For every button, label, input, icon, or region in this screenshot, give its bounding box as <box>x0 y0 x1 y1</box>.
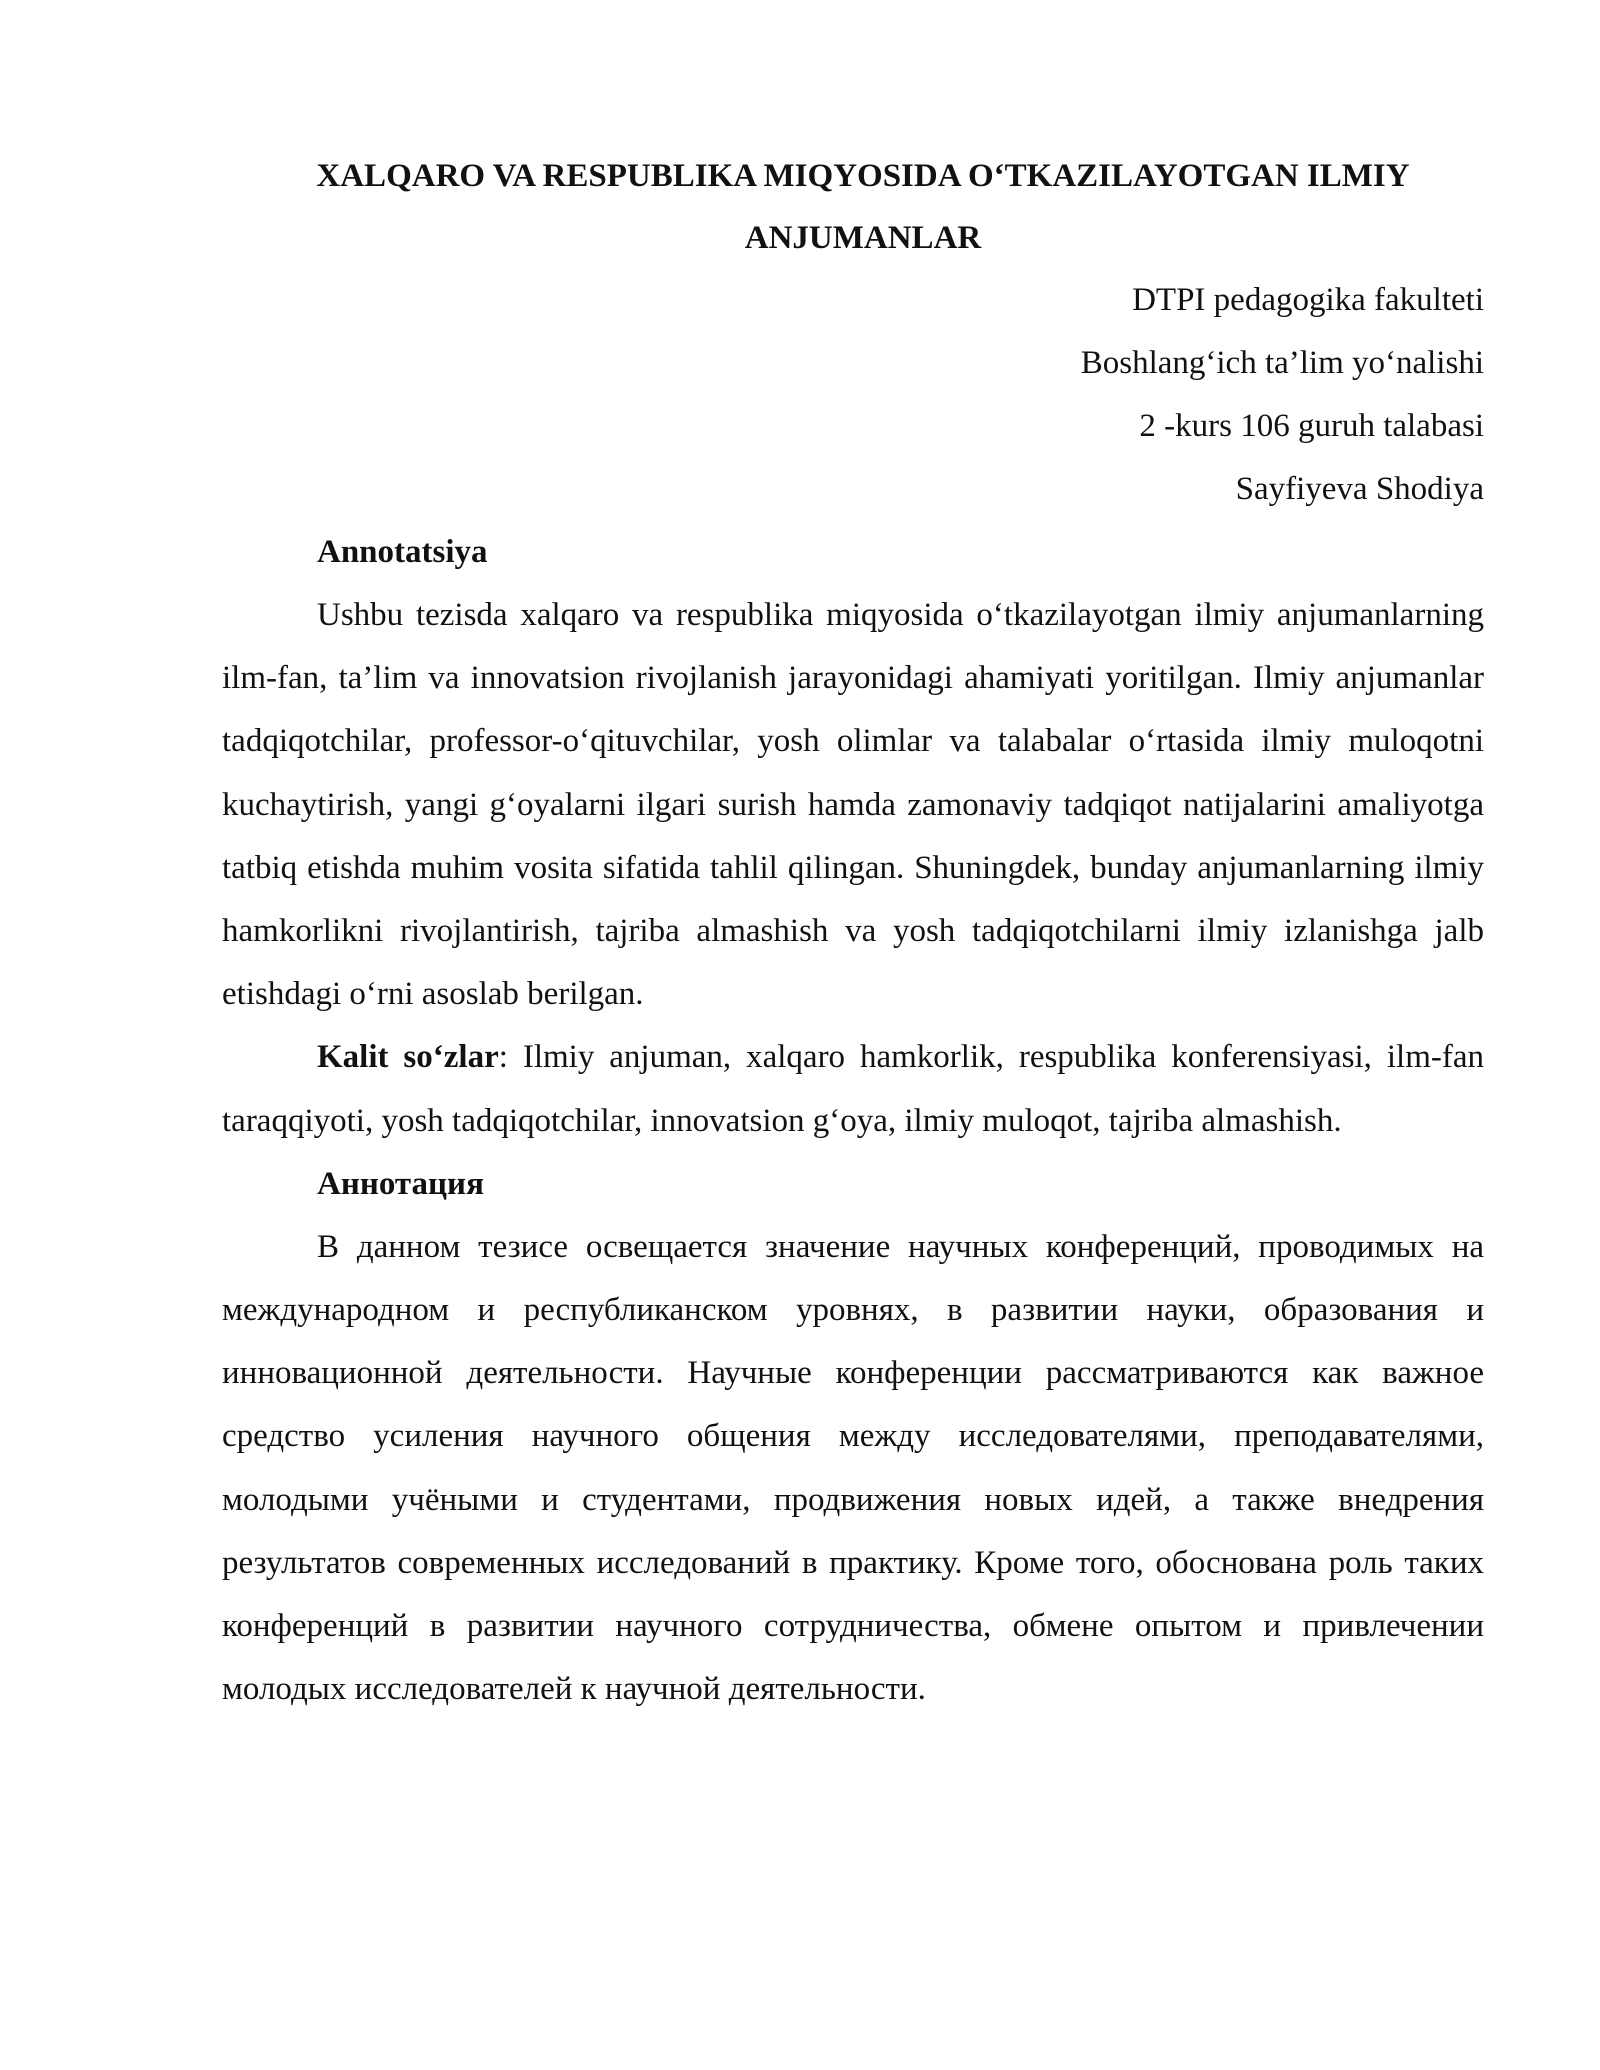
document-title <box>222 145 1484 269</box>
author-faculty: DTPI pedagogika fakulteti <box>1132 282 1484 318</box>
author-course-group: 2 -kurs 106 guruh talabasi <box>1139 408 1484 444</box>
author-info <box>222 269 1484 521</box>
title-line-1: XALQARO VA RESPUBLIKA MIQYOSIDA O‘TKAZILAYOTGAN ILMIY <box>316 158 1410 194</box>
author-name: Sayfiyeva Shodiya <box>1235 471 1484 507</box>
keywords-uz-text: : Ilmiy anjuman, xalqaro hamkorlik, respublika konferensiyasi, ilm-fan taraqqiyoti, yosh tadqiqotchilar, innovatsion g‘oya, ilmiy muloqot, tajriba almashish. <box>222 1039 1484 1139</box>
annotation-ru-text: В данном тезисе освещается значение научных конференций, проводимых на международном и республиканском уровнях, в развитии науки, образования и инновационной деятельности. Научные конференции рассматриваются как важное средство усиления научного общения между исследователями, преподавателями, молодыми учёными и студентами, продвижения новых идей, а также внедрения результатов современных исследований в практику. Кроме того, обоснована роль таких конференций в развитии научного сотрудничества, обмене опытом и привлечении молодых исследователей к научной деятельности. <box>222 1228 1484 1708</box>
annotation-uz-heading: Annotatsiya <box>317 534 488 570</box>
keywords-uz <box>222 1026 1484 1152</box>
keywords-uz-label: Kalit so‘zlar <box>317 1039 499 1076</box>
title-line-2: ANJUMANLAR <box>744 220 982 256</box>
annotation-ru-heading: Аннотация <box>317 1165 484 1202</box>
document-page <box>222 145 1484 1721</box>
author-direction: Boshlang‘ich ta’lim yo‘nalishi <box>1080 345 1484 381</box>
annotation-uz-text: Ushbu tezisda xalqaro va respublika miqyosida o‘tkazilayotgan ilmiy anjumanlarning ilm-fan, ta’lim va innovatsion rivojlanish jarayonidagi ahamiyati yoritilgan. Ilmiy anjumanlar tadqiqotchilar, professor-o‘qituvchilar, yosh olimlar va talabalar o‘rtasida ilmiy muloqotni kuchaytirish, yangi g‘oyalarni ilgari surish hamda zamonaviy tadqiqot natijalarini amaliyotga tatbiq etishda muhim vosita sifatida tahlil qilingan. Shuningdek, bunday anjumanlarning ilmiy hamkorlikni rivojlantirish, tajriba almashish va yosh tadqiqotchilarni ilmiy izlanishga jalb etishdagi o‘rni asoslab berilgan. <box>222 597 1484 1013</box>
